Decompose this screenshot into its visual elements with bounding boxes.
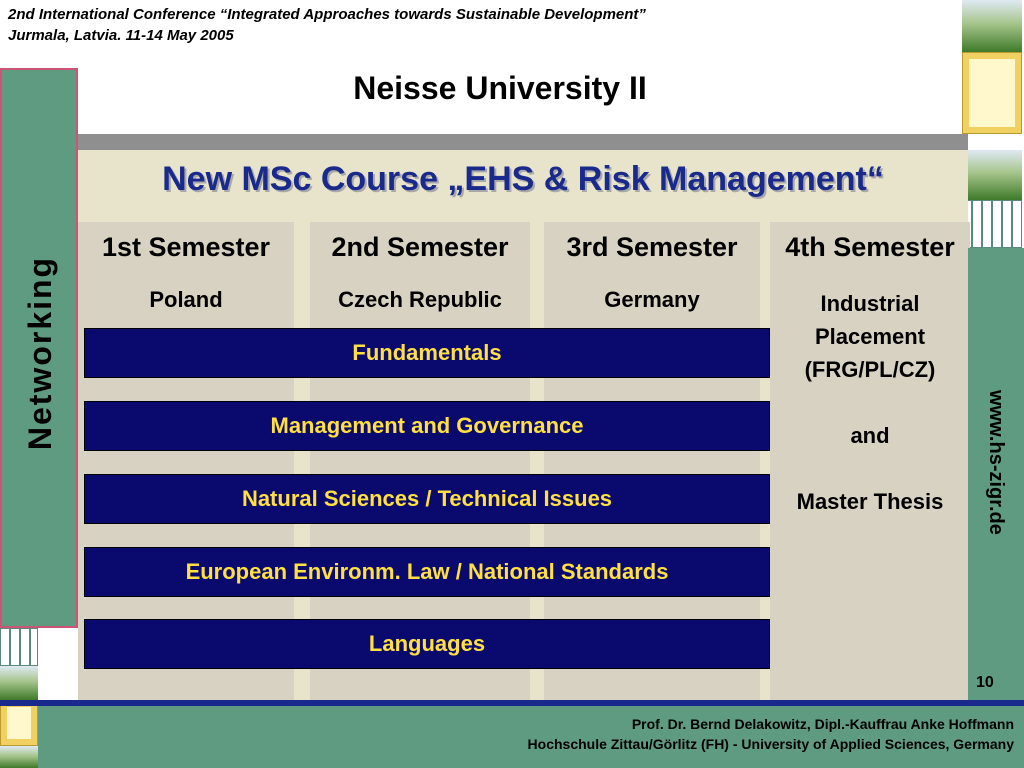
conference-title: 2nd International Conference “Integrated Approaches towards Sustainable Development”	[8, 6, 646, 23]
semester-3-country: Germany	[604, 287, 700, 312]
slide-title: Neisse University II	[353, 70, 647, 106]
course-title: New MSc Course „EHS & Risk Management“	[162, 160, 884, 198]
website-url: www.hs-zigr.de	[985, 390, 1007, 535]
semester-1-country: Poland	[149, 287, 223, 312]
semester-4-detail-line: (FRG/PL/CZ)	[804, 357, 936, 382]
semester-2-heading: 2nd Semester	[331, 232, 509, 262]
semester-4-detail-line: Master Thesis	[796, 489, 944, 514]
certificate-image	[0, 700, 38, 746]
semester-4-detail-line: Industrial	[820, 291, 920, 316]
page-number: 10	[976, 674, 994, 691]
conference-info	[8, 4, 646, 46]
module-natural-sciences: Natural Sciences / Technical Issues	[84, 474, 770, 524]
grass-photo	[962, 0, 1022, 52]
grass-photo	[962, 150, 1022, 200]
semester-2-country: Czech Republic	[338, 287, 502, 312]
module-european-law: European Environm. Law / National Standards	[84, 547, 770, 597]
semester-4-spacer	[770, 386, 970, 419]
conference-location: Jurmala, Latvia. 11-14 May 2005	[8, 27, 234, 44]
semester-1-heading: 1st Semester	[101, 232, 271, 262]
networking-label: Networking	[22, 255, 58, 451]
footer-authors: Prof. Dr. Bernd Delakowitz, Dipl.-Kauffrau Anke Hoffmann	[631, 716, 1014, 732]
certificate-image	[962, 52, 1022, 134]
semester-4-heading: 4th Semester	[785, 232, 955, 262]
footer-credits	[528, 714, 1014, 754]
grass-photo	[0, 666, 38, 700]
building-facade-image	[0, 628, 38, 666]
semester-4-details	[770, 287, 970, 518]
grass-photo	[0, 746, 38, 768]
semester-4-detail-line: Placement	[814, 324, 926, 349]
semester-4-spacer	[770, 452, 970, 485]
module-management-governance: Management and Governance	[84, 401, 770, 451]
module-fundamentals: Fundamentals	[84, 328, 770, 378]
module-languages: Languages	[84, 619, 770, 669]
header-divider	[78, 134, 968, 150]
semester-3-heading: 3rd Semester	[566, 232, 738, 262]
semester-4-detail-line: and	[850, 423, 890, 448]
footer-institution: Hochschule Zittau/Görlitz (FH) - University of Applied Sciences, Germany	[527, 736, 1014, 752]
